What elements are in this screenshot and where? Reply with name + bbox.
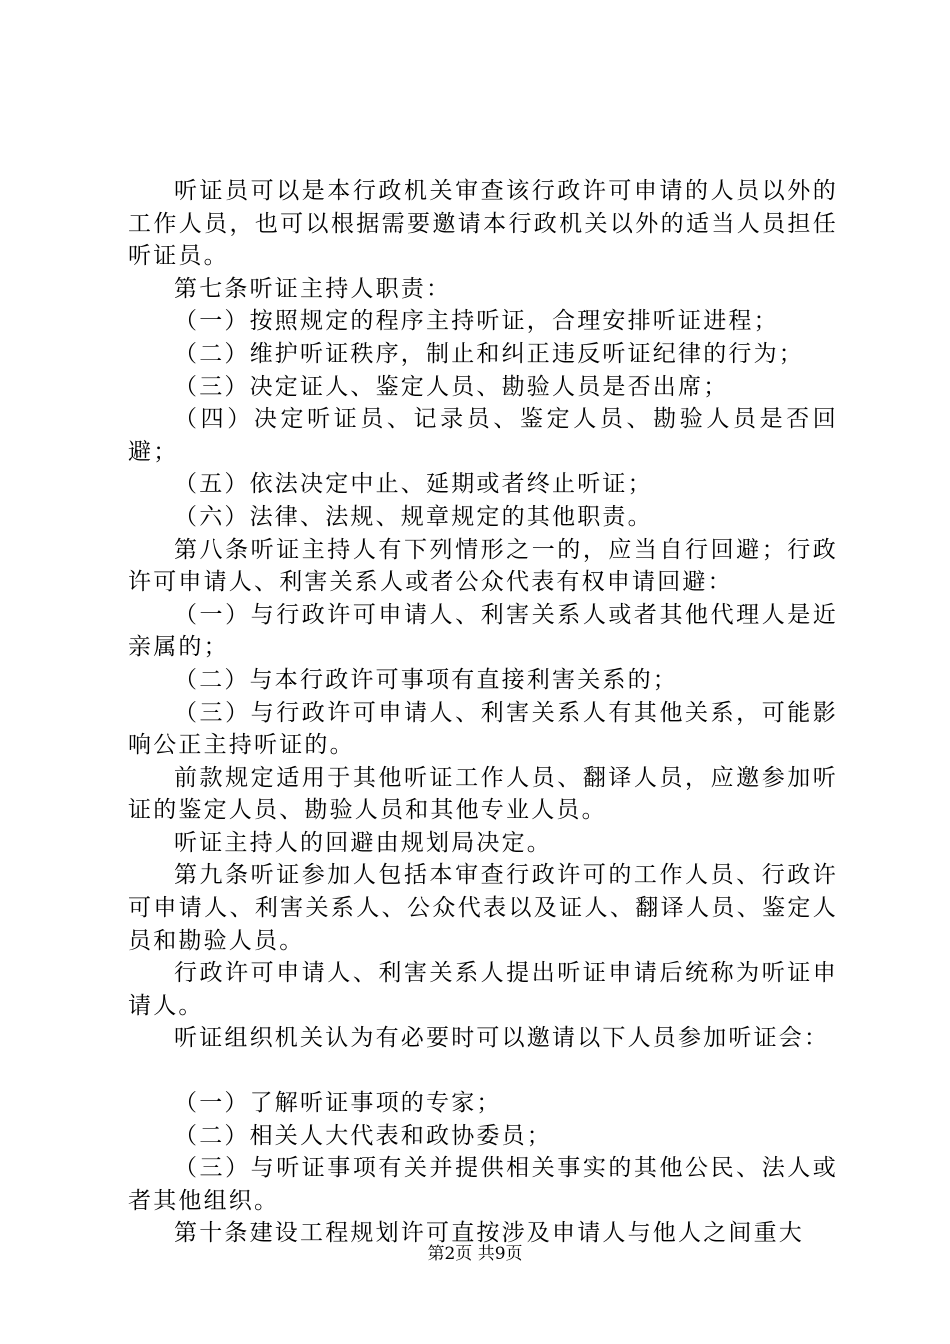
paragraph: 听证员可以是本行政机关审查该行政许可申请的人员以外的工作人员，也可以根据需要邀请本行政机关以外的适当人员担任听证员。: [128, 178, 838, 270]
page-footer: [0, 1243, 950, 1265]
paragraph: 第八条听证主持人有下列情形之一的，应当自行回避；行政许可申请人、利害关系人或者公众代表有权申请回避：: [128, 536, 838, 596]
paragraph: （六）法律、法规、规章规定的其他职责。: [174, 503, 653, 530]
paragraph: （三）决定证人、鉴定人员、勘验人员是否出席；: [174, 373, 729, 400]
paragraph: （五）依法决定中止、延期或者终止听证；: [174, 471, 653, 498]
paragraph: 听证组织机关认为有必要时可以邀请以下人员参加听证会：: [174, 1025, 830, 1052]
paragraph: （四）决定听证员、记录员、鉴定人员、勘验人员是否回避；: [128, 406, 838, 465]
paragraph: 第七条听证主持人职责：: [174, 275, 452, 302]
document-body: [128, 175, 838, 1250]
paragraph: 第九条听证参加人包括本审查行政许可的工作人员、行政许可申请人、利害关系人、公众代表以及证人、翻译人员、鉴定人员和勘验人员。: [128, 862, 838, 954]
paragraph: （三）与行政许可申请人、利害关系人有其他关系，可能影响公正主持听证的。: [128, 699, 838, 759]
paragraph: （三）与听证事项有关并提供相关事实的其他公民、法人或者其他组织。: [128, 1155, 838, 1214]
paragraph: 第十条建设工程规划许可直按涉及申请人与他人之间重大: [174, 1220, 804, 1247]
paragraph: （一）与行政许可申请人、利害关系人或者其他代理人是近亲属的；: [128, 601, 838, 661]
paragraph: （二）与本行政许可事项有直接利害关系的；: [174, 666, 678, 693]
page-number-label: 第2页 共9页: [427, 1244, 523, 1264]
paragraph: （一）按照规定的程序主持听证，合理安排听证进程；: [174, 308, 779, 335]
paragraph: 听证主持人的回避由规划局决定。: [174, 829, 552, 856]
paragraph: （一）了解听证事项的专家；: [174, 1090, 502, 1117]
paragraph: （二）相关人大代表和政协委员；: [174, 1122, 552, 1149]
paragraph: 行政许可申请人、利害关系人提出听证申请后统称为听证申请人。: [128, 960, 838, 1019]
paragraph: （二）维护听证秩序，制止和纠正违反听证纪律的行为；: [174, 340, 804, 367]
paragraph: 前款规定适用于其他听证工作人员、翻译人员，应邀参加听证的鉴定人员、勘验人员和其他专业人员。: [128, 764, 838, 824]
